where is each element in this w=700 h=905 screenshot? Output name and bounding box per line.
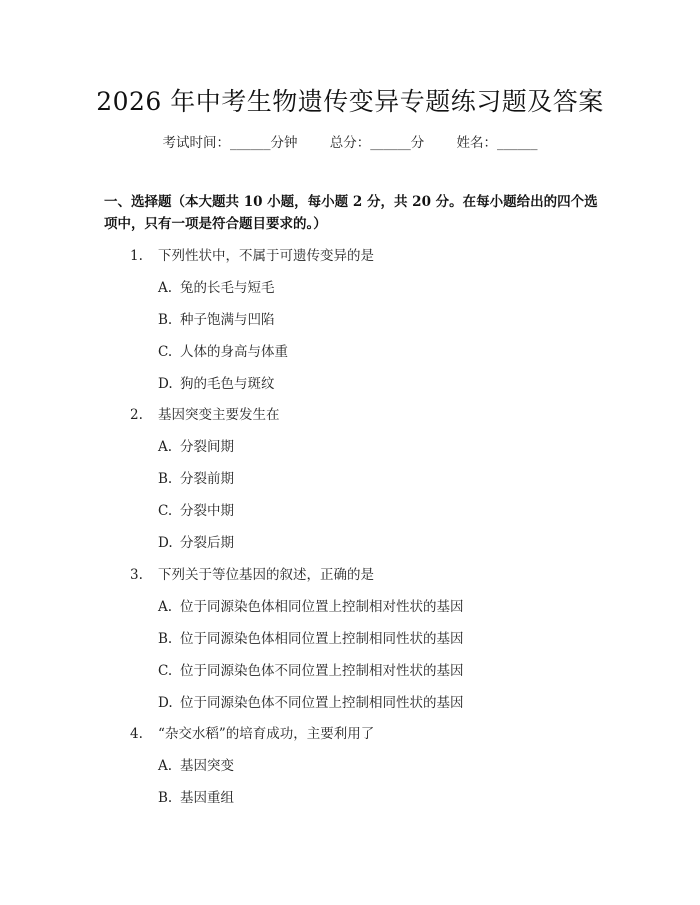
question-text: “杂交水稻”的培育成功，主要利用了 (158, 726, 375, 742)
name-field: 姓名：______ (456, 135, 538, 151)
question-number: 3. (130, 567, 143, 583)
option-text: 位于同源染色体不同位置上控制相对性状的基因 (180, 663, 464, 679)
question-text: 下列性状中，不属于可遗传变异的是 (158, 248, 374, 264)
option-3b (158, 627, 464, 647)
section-heading: 一、选择题（本大题共 10 小题，每小题 2 分，共 20 分。在每小题给出的四个选项中，只有一项是符合题目要求的。） (104, 194, 598, 232)
score-field: 总分：______分 (329, 135, 425, 151)
question-text: 基因突变主要发生在 (158, 407, 280, 423)
option-letter: A. (158, 758, 173, 774)
question-3 (130, 563, 374, 583)
option-text: 位于同源染色体相同位置上控制相对性状的基因 (180, 599, 464, 615)
option-1c (158, 340, 288, 360)
option-letter: D. (158, 695, 173, 711)
option-text: 位于同源染色体相同位置上控制相同性状的基因 (180, 631, 464, 647)
option-3d (158, 691, 464, 711)
option-text: 基因突变 (180, 758, 234, 774)
option-1d (158, 372, 275, 392)
option-2c (158, 499, 234, 519)
option-text: 分裂中期 (180, 503, 234, 519)
exam-meta (0, 131, 700, 151)
question-number: 2. (130, 407, 143, 423)
option-text: 分裂间期 (180, 439, 234, 455)
question-number: 4. (130, 726, 143, 742)
option-letter: B. (158, 471, 173, 487)
option-text: 人体的身高与体重 (180, 344, 288, 360)
question-1 (130, 244, 374, 264)
option-letter: A. (158, 599, 173, 615)
option-letter: A. (158, 280, 173, 296)
option-3a (158, 595, 464, 615)
option-1b (158, 308, 275, 328)
option-3c (158, 659, 464, 679)
option-letter: B. (158, 312, 173, 328)
option-letter: C. (158, 663, 173, 679)
option-text: 种子饱满与凹陷 (180, 312, 275, 328)
question-number: 1. (130, 248, 143, 264)
option-2d (158, 531, 234, 551)
option-4b (158, 786, 234, 806)
option-4a (158, 754, 234, 774)
option-text: 狗的毛色与斑纹 (180, 376, 275, 392)
question-4 (130, 722, 374, 742)
option-letter: C. (158, 503, 173, 519)
option-1a (158, 276, 275, 296)
option-letter: C. (158, 344, 173, 360)
time-field: 考试时间：______分钟 (162, 135, 298, 151)
option-text: 位于同源染色体不同位置上控制相同性状的基因 (180, 695, 464, 711)
option-text: 分裂后期 (180, 535, 234, 551)
option-2a (158, 435, 234, 455)
option-letter: D. (158, 376, 173, 392)
page-title: 2026 年中考生物遗传变异专题练习题及答案 (96, 87, 604, 116)
option-text: 兔的长毛与短毛 (180, 280, 275, 296)
option-letter: A. (158, 439, 173, 455)
option-2b (158, 467, 234, 487)
option-letter: D. (158, 535, 173, 551)
option-letter: B. (158, 631, 173, 647)
option-letter: B. (158, 790, 173, 806)
question-2 (130, 403, 280, 423)
option-text: 分裂前期 (180, 471, 234, 487)
question-text: 下列关于等位基因的叙述，正确的是 (158, 567, 374, 583)
option-text: 基因重组 (180, 790, 234, 806)
